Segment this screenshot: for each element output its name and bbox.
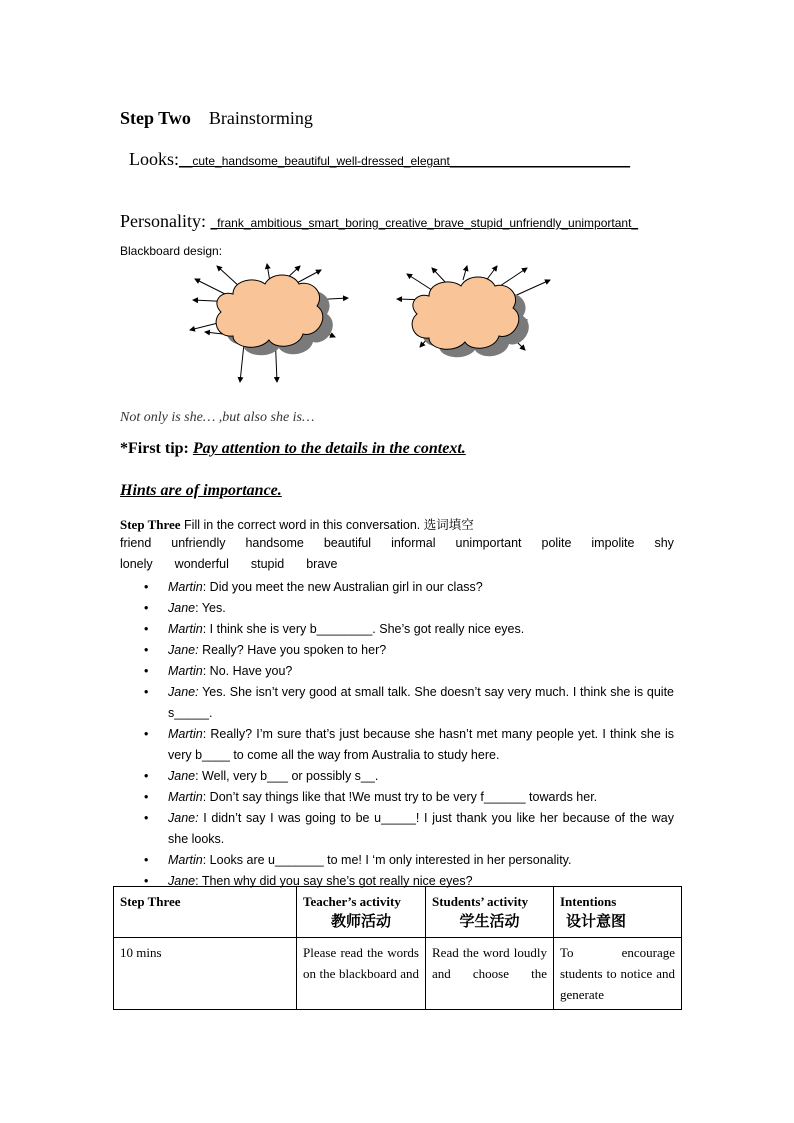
intentions-cell: To encourage students to notice and generate — [554, 938, 682, 1010]
word-bank-word: beautiful — [323, 536, 372, 550]
speaker: Jane — [168, 769, 196, 783]
first-tip-label: *First tip: — [120, 440, 189, 457]
word-bank-word: informal — [391, 536, 436, 550]
line-text: Really? Have you spoken to her? — [198, 643, 387, 657]
word-bank-word: shy — [654, 536, 674, 550]
header-cell — [114, 887, 297, 938]
first-tip-text: Pay attention to the details in the context. — [192, 440, 466, 457]
table-row — [114, 938, 682, 1010]
header-cell — [426, 887, 554, 938]
personality-label: Personality: — [120, 211, 206, 231]
word-bank-word: friend — [120, 536, 152, 550]
word-bank-word: unfriendly — [171, 536, 226, 550]
blackboard-label: Blackboard design: — [120, 244, 223, 258]
word-bank-word: unimportant — [455, 536, 522, 550]
word-bank-word: polite — [541, 536, 572, 550]
dialogue-line — [144, 850, 674, 871]
header-cell — [554, 887, 682, 938]
word-bank-row-1 — [120, 536, 674, 550]
dialogue-line — [144, 661, 674, 682]
dialogue-line — [144, 598, 674, 619]
line-text: : Did you meet the new Australian girl in our class? — [202, 580, 483, 594]
word-bank-word: brave — [306, 557, 338, 571]
dialogue-line — [144, 577, 674, 598]
speaker: Martin — [168, 727, 203, 741]
step-two-label: Step Two — [120, 108, 191, 128]
step-three-label: Step Three — [120, 517, 181, 532]
word-bank-row-2 — [120, 557, 674, 571]
dialogue-line — [144, 619, 674, 640]
step-two-heading — [120, 108, 313, 129]
looks-label: Looks: — [129, 149, 180, 169]
speaker: Jane — [168, 601, 196, 615]
dialogue-line — [144, 682, 674, 724]
teacher-activity-cell: Please read the words on the blackboard and — [297, 938, 426, 1010]
speaker: Jane — [168, 874, 196, 888]
looks-value: __cute_handsome_beautiful_well-dressed_elegant___________________________ — [179, 154, 631, 168]
word-bank-word: handsome — [245, 536, 304, 550]
left-cloud-group — [190, 264, 348, 382]
header-cn: 教师活动 — [330, 914, 391, 930]
line-text: : Really? I’m sure that’s just because she hasn’t met many people yet. I think she is very b____ to come all the way from Australia to study here. — [168, 727, 674, 762]
speaker: Martin — [168, 790, 203, 804]
line-text: : Well, very b___ or possibly s__. — [195, 769, 379, 783]
dialogue-line — [144, 724, 674, 766]
dialogue-line — [144, 766, 674, 787]
speaker: Martin — [168, 622, 203, 636]
header-en: Students’ activity — [432, 894, 529, 909]
right-cloud-group — [397, 266, 550, 357]
speaker: Jane: — [168, 811, 199, 825]
dialogue-line — [144, 808, 674, 850]
step-three-instruction: Fill in the correct word in this conversation. — [184, 518, 421, 532]
line-text: Yes. She isn’t very good at small talk. She doesn’t say very much. I think she is quite s_____. — [168, 685, 674, 720]
line-text: : Don’t say things like that !We must try to be very f______ towards her. — [202, 790, 598, 804]
line-text: : No. Have you? — [202, 664, 293, 678]
dialogue-line — [144, 640, 674, 661]
lesson-plan-table — [113, 886, 682, 1010]
line-text: : Yes. — [195, 601, 226, 615]
speaker: Martin — [168, 664, 203, 678]
line-text: I didn’t say I was going to be u_____! I just thank you like her because of the way she looks. — [168, 811, 674, 846]
line-text: : I think she is very b________. She’s got really nice eyes. — [202, 622, 525, 636]
header-en: Intentions — [560, 894, 617, 909]
speaker: Jane: — [168, 685, 199, 699]
dialogue-line — [144, 787, 674, 808]
line-text: : Then why did you say she’s got really nice eyes? — [195, 874, 473, 888]
header-en: Step Three — [120, 894, 181, 909]
header-en: Teacher’s activity — [303, 894, 401, 909]
header-cn: 学生活动 — [459, 914, 520, 930]
line-text: : Looks are u_______ to me! I ‘m only interested in her personality. — [202, 853, 572, 867]
step-three-heading — [120, 515, 474, 533]
header-cell — [297, 887, 426, 938]
word-bank-word: impolite — [591, 536, 635, 550]
dialogue-list — [144, 577, 674, 892]
table-header-row — [114, 887, 682, 938]
personality-line — [120, 211, 638, 232]
speaker: Martin — [168, 853, 203, 867]
personality-value: _frank_ambitious_smart_boring_creative_brave_stupid_unfriendly_unimportant_ — [210, 216, 639, 230]
word-bank-word: lonely — [120, 557, 153, 571]
speaker: Jane: — [168, 643, 199, 657]
time-cell: 10 mins — [114, 938, 297, 1010]
header-cn: 设计意图 — [566, 914, 627, 930]
step-two-title: Brainstorming — [208, 108, 313, 128]
not-only-sentence: Not only is she… ,but also she is… — [120, 410, 315, 425]
looks-line — [129, 149, 630, 170]
first-tip — [120, 440, 466, 458]
students-activity-cell: Read the word loudly and choose the — [426, 938, 554, 1010]
word-bank-word: wonderful — [174, 557, 229, 571]
word-bank-word: stupid — [250, 557, 285, 571]
hints-heading: Hints are of importance. — [120, 482, 282, 499]
step-three-cn: 选词填空 — [423, 518, 474, 532]
blackboard-clouds-diagram — [185, 262, 565, 387]
speaker: Martin — [168, 580, 203, 594]
